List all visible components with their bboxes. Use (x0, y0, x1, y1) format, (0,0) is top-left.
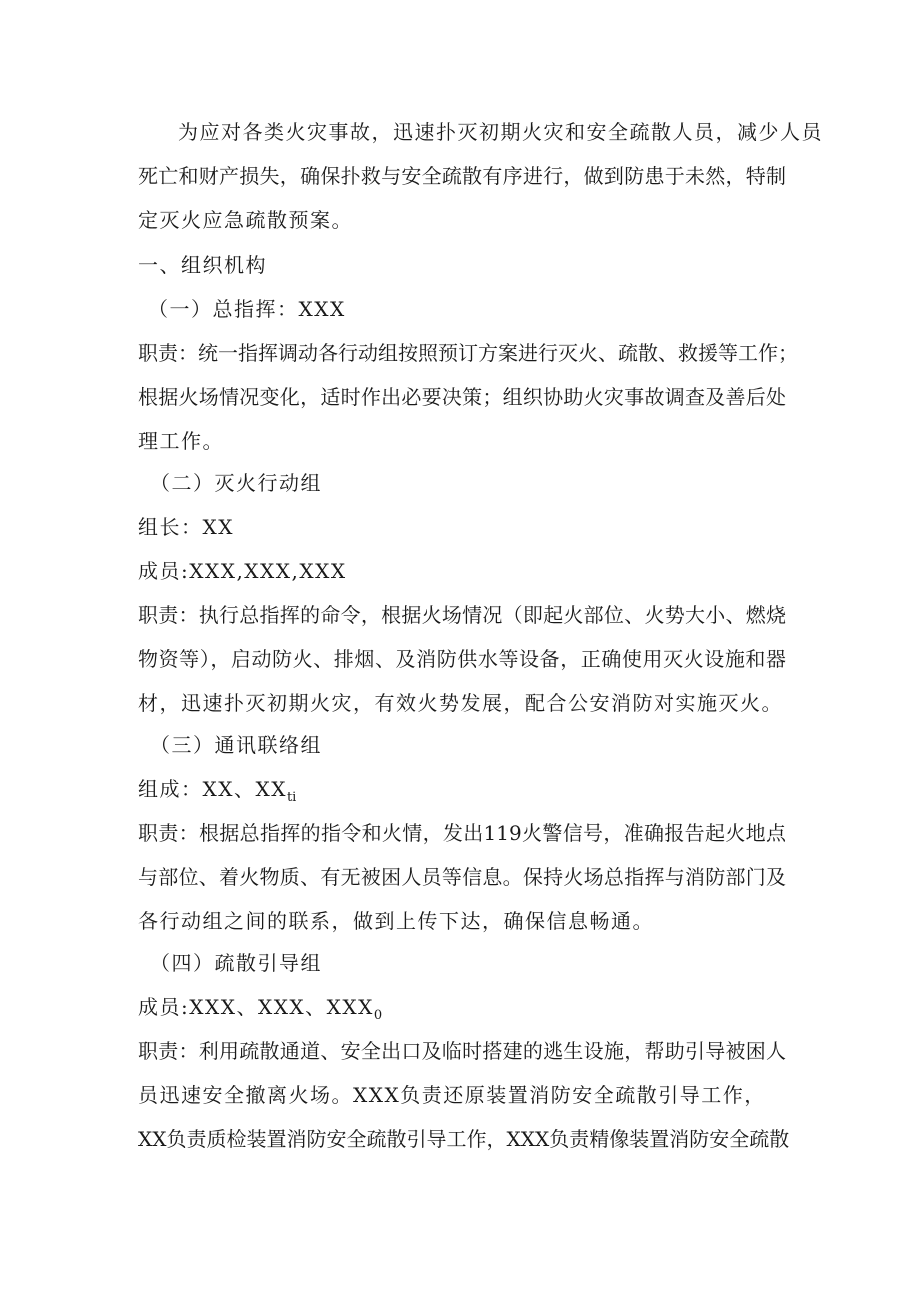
communication-members (138, 775, 296, 812)
section-heading: 一、组织机构 (138, 253, 267, 277)
intro-line-3: 定灭火应急疏散预案。 (138, 208, 353, 232)
evacuation-duty-line-1: 职责：利用疏散通道、安全出口及临时搭建的逃生设施，帮助引导被困人 (138, 1039, 786, 1063)
evacuation-duty-line-2: 员迅速安全撤离火场。XXX负责还原装置消防安全疏散引导工作， (138, 1083, 766, 1107)
intro-line-1: 为应对各类火灾事故，迅速扑灭初期火灾和安全疏散人员，减少人员 (178, 120, 823, 144)
communication-duty-line-3: 各行动组之间的联系，做到上传下达，确保信息畅通。 (138, 909, 654, 933)
communication-heading: （三）通讯联络组 (150, 733, 322, 757)
evacuation-duty-line-3: XX负责质检装置消防安全疏散引导工作，XXX负责精像装置消防安全疏散 (138, 1127, 790, 1151)
communication-members-text: 组成：XX、XX (138, 777, 287, 801)
communication-duty-line-2: 与部位、着火物质、有无被困人员等信息。保持火场总指挥与消防部门及 (138, 865, 786, 889)
evacuation-heading: （四）疏散引导组 (150, 951, 322, 975)
commander-duty-line-1: 职责：统一指挥调动各行动组按照预订方案进行灭火、疏散、救援等工作； (138, 341, 798, 365)
commander-duty-line-2: 根据火场情况变化，适时作出必要决策；组织协助火灾事故调查及善后处 (138, 385, 786, 409)
evacuation-members-text: 成员:XXX、XXX、XXX (138, 995, 374, 1019)
firefighting-heading: （二）灭火行动组 (150, 471, 322, 495)
firefighting-duty-line-3: 材，迅速扑灭初期火灾，有效火势发展，配合公安消防对实施灭火。 (138, 691, 783, 715)
firefighting-duty-line-1: 职责：执行总指挥的命令，根据火场情况（即起火部位、火势大小、燃烧 (138, 603, 786, 627)
firefighting-leader: 组长：XX (138, 515, 234, 539)
communication-duty-line-1: 职责：根据总指挥的指令和火情，发出119火警信号，准确报告起火地点 (138, 821, 786, 845)
communication-members-subscript: ti (286, 790, 297, 805)
firefighting-members: 成员:XXX,XXX,XXX (138, 559, 347, 583)
evacuation-members-subscript: 0 (373, 1008, 383, 1023)
intro-line-2: 死亡和财产损失，确保扑救与安全疏散有序进行，做到防患于未然，特制 (138, 164, 786, 188)
evacuation-members (138, 993, 382, 1030)
firefighting-duty-line-2: 物资等），启动防火、排烟、及消防供水等设备，正确使用灭火设施和器 (138, 647, 786, 671)
commander-duty-line-3: 理工作。 (138, 429, 224, 453)
commander-heading: （一）总指挥：XXX (148, 297, 346, 321)
